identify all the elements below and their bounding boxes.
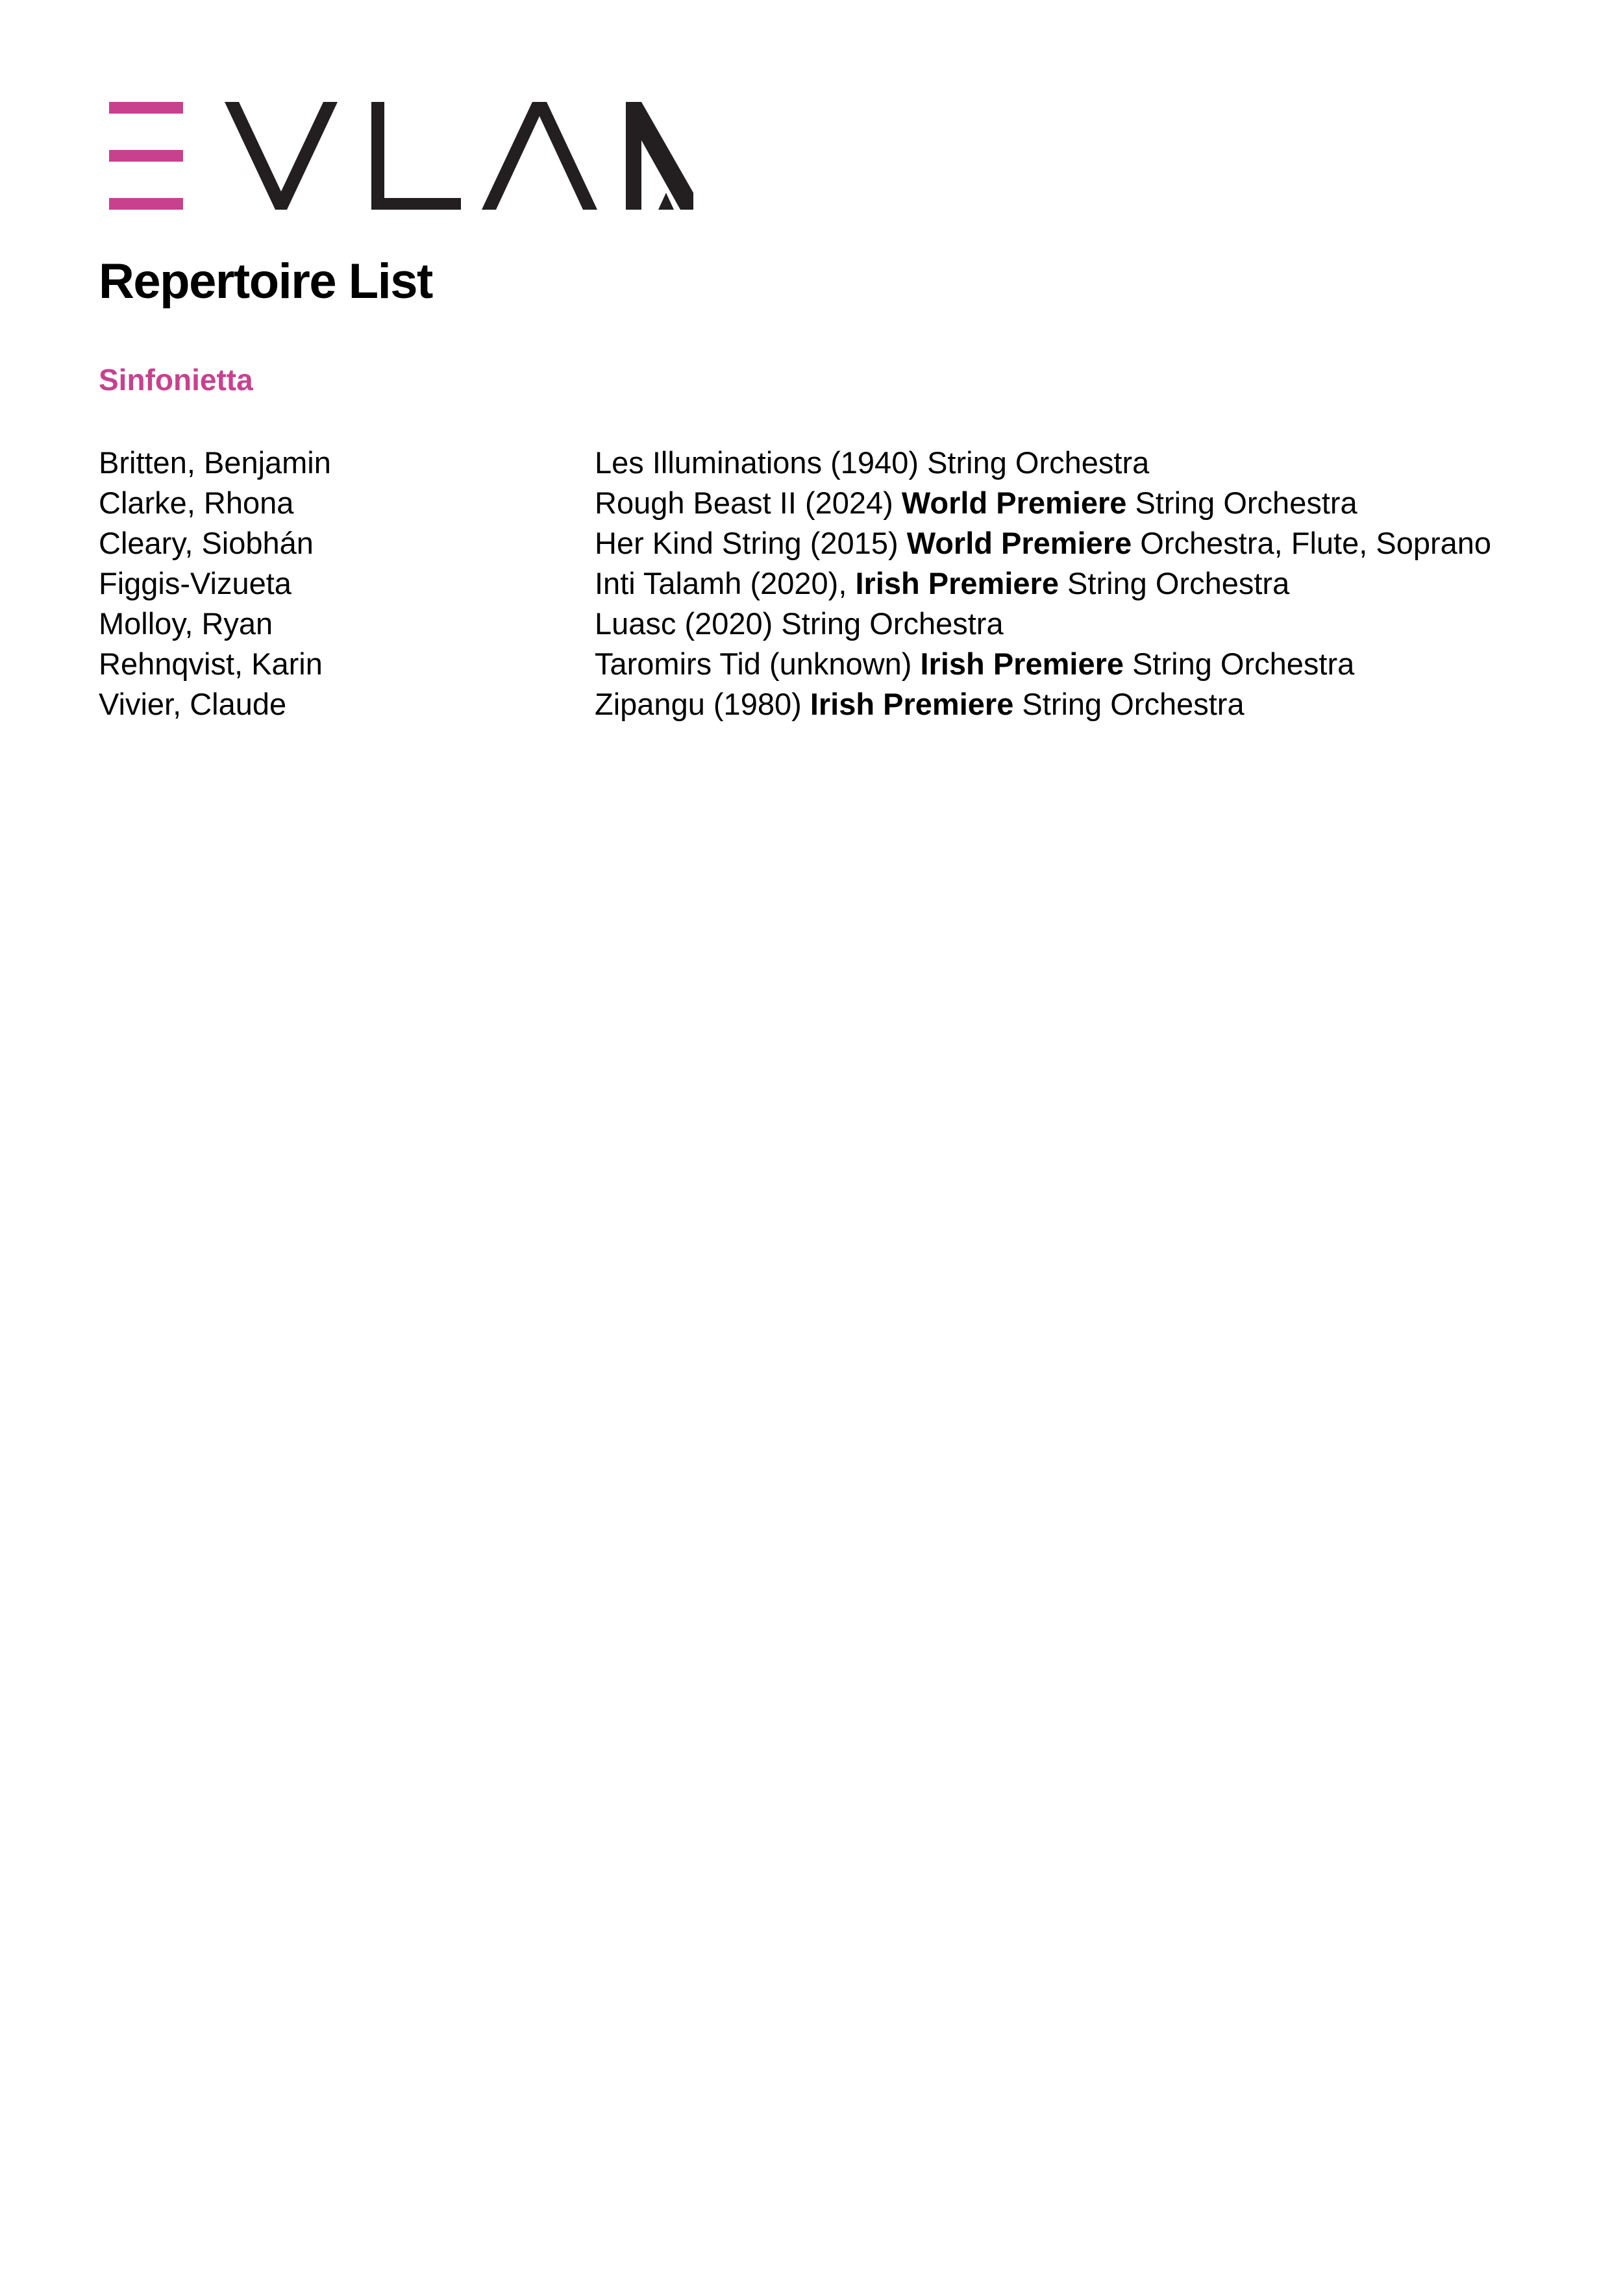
logo-e-bar-middle	[109, 150, 183, 162]
work-details	[595, 604, 1004, 644]
logo-a-first	[482, 102, 597, 210]
instrumentation: String Orchestra	[1067, 566, 1290, 600]
work-details	[595, 684, 1245, 724]
composer-name: Figgis-Vizueta	[99, 566, 291, 600]
instrumentation: String Orchestra	[1022, 687, 1245, 721]
instrumentation: String Orchestra	[781, 606, 1004, 641]
work-title: Zipangu (1980)	[595, 687, 802, 721]
work-details	[595, 523, 1491, 563]
work-title: Taromirs Tid (unknown)	[595, 647, 912, 681]
work-details	[595, 644, 1354, 684]
logo-e-bar-bottom	[109, 198, 183, 210]
instrumentation: String Orchestra	[927, 445, 1150, 480]
work-details	[595, 483, 1357, 523]
work-title: Her Kind String (2015)	[595, 526, 898, 560]
section-heading-sinfonietta: Sinfonietta	[99, 363, 253, 397]
composer-name: Britten, Benjamin	[99, 445, 331, 480]
repertoire-row	[99, 604, 1585, 644]
repertoire-row	[99, 443, 1585, 483]
repertoire-row	[99, 523, 1585, 563]
evlana-logo	[109, 102, 706, 210]
premiere-label: Irish Premiere	[920, 647, 1124, 681]
repertoire-row	[99, 644, 1585, 684]
premiere-label: Irish Premiere	[810, 687, 1014, 721]
logo-e-bar-top	[109, 102, 183, 114]
composer-name: Clarke, Rhona	[99, 486, 294, 520]
logo-a-last	[658, 193, 674, 210]
premiere-label: Irish Premiere	[855, 566, 1059, 600]
logo-v	[225, 102, 338, 210]
composer-name: Vivier, Claude	[99, 687, 287, 721]
instrumentation: String Orchestra	[1135, 486, 1357, 520]
work-details	[595, 563, 1289, 604]
composer-name: Molloy, Ryan	[99, 606, 273, 641]
work-title: Les Illuminations (1940)	[595, 445, 919, 480]
repertoire-row	[99, 684, 1585, 724]
premiere-label: World Premiere	[906, 526, 1132, 560]
work-title: Rough Beast II (2024)	[595, 486, 893, 520]
composer-name: Cleary, Siobhán	[99, 526, 314, 560]
work-details	[595, 443, 1149, 483]
instrumentation: Orchestra, Flute, Soprano	[1140, 526, 1492, 560]
premiere-label: World Premiere	[901, 486, 1127, 520]
repertoire-row	[99, 563, 1585, 604]
work-title: Inti Talamh (2020)	[595, 566, 839, 600]
instrumentation: String Orchestra	[1132, 647, 1355, 681]
repertoire-list	[99, 443, 1585, 724]
composer-name: Rehnqvist, Karin	[99, 647, 323, 681]
work-title: Luasc (2020)	[595, 606, 773, 641]
logo-l	[371, 102, 461, 210]
repertoire-row	[99, 483, 1585, 523]
page-title: Repertoire List	[99, 254, 432, 309]
work-separator: ,	[838, 566, 847, 600]
